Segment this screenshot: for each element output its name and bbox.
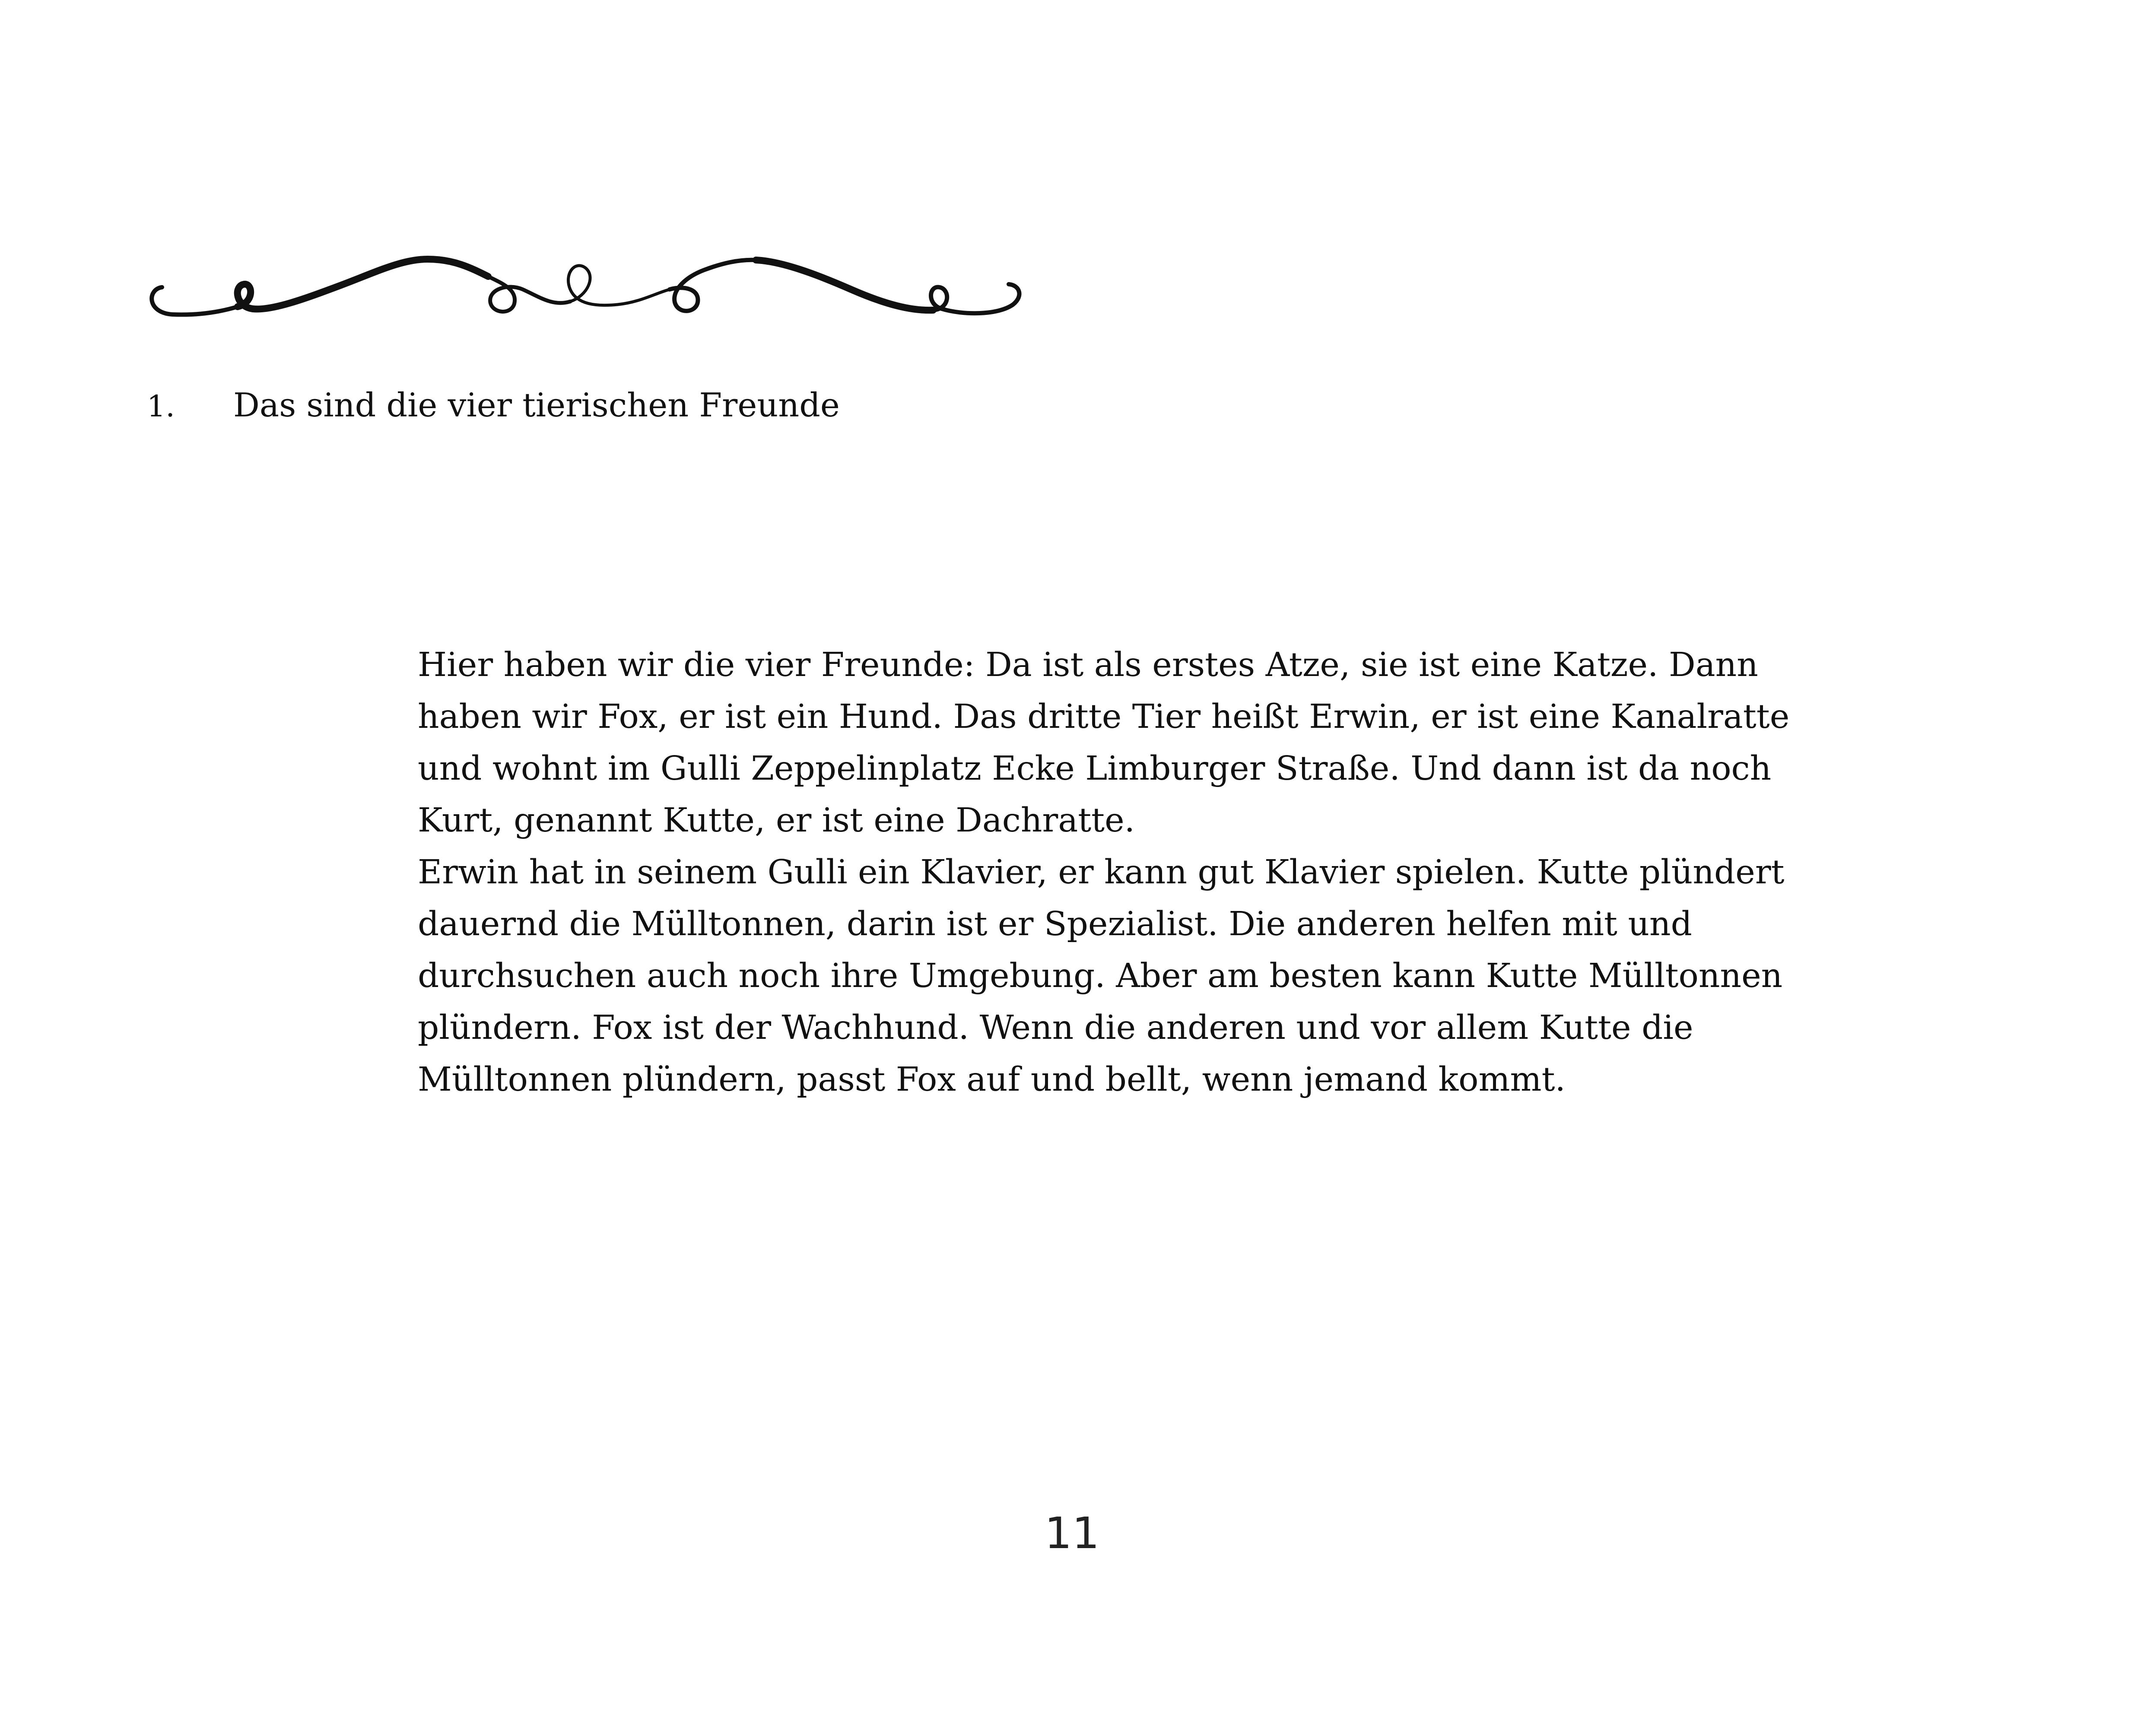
body-line: Hier haben wir die vier Freunde: Da ist als erstes Atze, sie ist eine Katze. Dann: [418, 646, 1758, 684]
body-line: durchsuchen auch noch ihre Umgebung. Aber am besten kann Kutte Mülltonnen: [418, 957, 1783, 995]
body-line: Mülltonnen plündern, passt Fox auf und bellt, wenn jemand kommt.: [418, 1060, 1566, 1099]
section-title: Das sind die vier tierischen Freunde: [233, 386, 840, 424]
body-line: Erwin hat in seinem Gulli ein Klavier, er kann gut Klavier spielen. Kutte plündert: [418, 853, 1785, 892]
body-line: haben wir Fox, er ist ein Hund. Das dritte Tier heißt Erwin, er ist eine Kanalratte: [418, 698, 1790, 736]
page-number: 11: [1044, 1508, 1100, 1558]
body-paragraph: [418, 639, 1790, 1106]
body-line: plündern. Fox ist der Wachhund. Wenn die anderen und vor allem Kutte die: [418, 1009, 1693, 1047]
section-heading: [147, 386, 840, 424]
body-line: dauernd die Mülltonnen, darin ist er Spezialist. Die anderen helfen mit und: [418, 905, 1692, 943]
body-line: und wohnt im Gulli Zeppelinplatz Ecke Limburger Straße. Und dann ist da noch: [418, 749, 1772, 788]
body-line: Kurt, genannt Kutte, er ist eine Dachratte.: [418, 801, 1135, 840]
flourish-divider-icon: [143, 242, 1028, 328]
section-number: 1.: [147, 390, 175, 424]
